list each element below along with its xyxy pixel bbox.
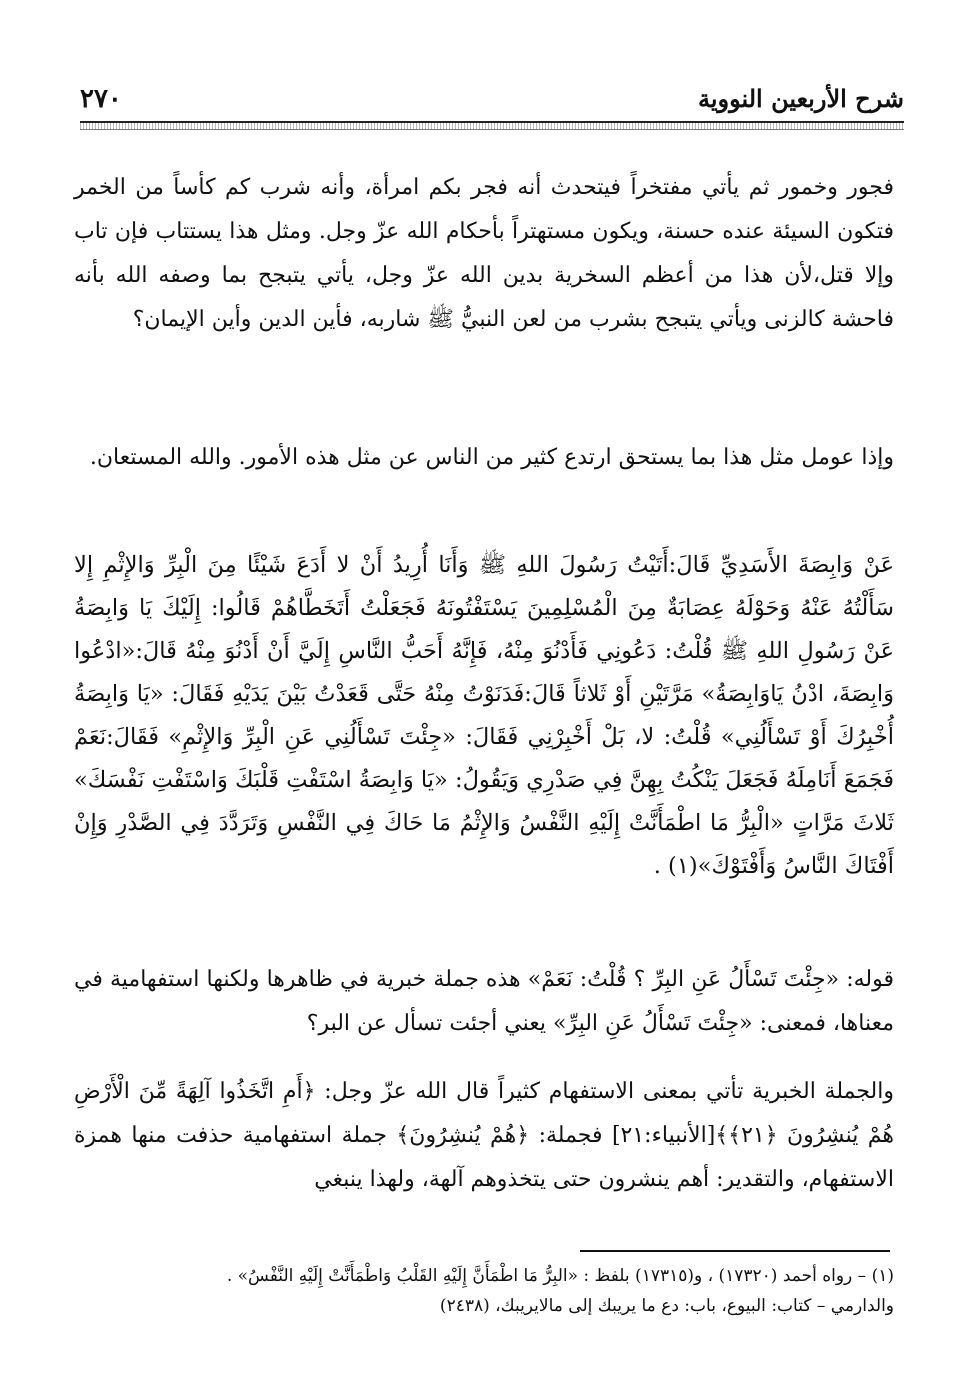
hadith-text: عَنْ وَابِصَةَ الأَسَدِيِّ قَالَ:أَتَيْتُ رَسُولَ اللهِ ﷺ وَأَنَا أُرِيدُ أَنْ لا أَدَعَ شَيْئًا مِنَ الْبِرِّ وَالإِثْمِ إِلا سَأَلْتُهُ عَنْهُ وَحَوْلَهُ عِصَابَةٌ مِنَ الْمُسْلِمِينَ يَسْتَفْتُونَهُ فَجَعَلْتُ أَتَخَطَّاهُمْ قَالُوا: إِلَيْكَ يَا وَابِصَةُ عَنْ رَسُولِ اللهِ ﷺ قُلْتُ: دَعُونِي فَأَدْنُوَ مِنْهُ، فَإِنَّهُ أَحَبُّ النَّاسِ إِلَيَّ أَنْ أَدْنُوَ مِنْهُ قَالَ:«ادْعُوا وَابِصَةَ، ادْنُ يَاوَابِصَةُ» مَرَّتَيْنِ أَوْ ثَلاثاً قَالَ:فَدَنَوْتُ مِنْهُ حَتَّى قَعَدْتُ بَيْنَ يَدَيْهِ فَقَالَ: «يَا وَابِصَةُ أُخْبِرُكَ أَوْ تَسْأَلُنِي» قُلْتُ: لا، بَلْ أَخْبِرْنِي فَقَالَ: «جِئْتَ تَسْأَلُنِي عَنِ الْبِرِّ وَالإِثْمِ» فَقَالَ:نَعَمْ فَجَمَعَ أَنَامِلَهُ فَجَعَلَ يَنْكُتُ بِهِنَّ فِي صَدْرِي وَيَقُولُ: «يَا وَابِصَةُ اسْتَفْتِ قَلْبَكَ وَاسْتَفْتِ نَفْسَكَ» ثَلاثَ مَرَّاتٍ «الْبِرُّ مَا اطْمَأَنَّتْ إِلَيْهِ النَّفْسُ وَالإِثْمُ مَا حَاكَ فِي النَّفْسِ وَتَرَدَّدَ فِي الصَّدْرِ وَإِنْ أَفْتَاكَ النَّاسُ وَأَفْتَوْكَ»(١) . [74,552,894,879]
page-header [80,84,904,118]
footnote-line-2: والدارمي – كتاب: البيوع، باب: دع ما يريبك إلى مالايريبك، (٢٤٣٨) [439,1296,894,1316]
page-number: ٢٧٠ [80,84,122,114]
footnote-divider [580,1250,890,1252]
page-title: شرح الأربعين النووية [697,84,904,113]
paragraph-2: وإذا عومل مثل هذا بما يستحق ارتدع كثير من الناس عن مثل هذه الأمور. والله المستعان. [89,445,894,470]
footnote-line-1: (١) – رواه أحمد (١٧٣٢٠) ، و(١٧٣١٥) بلفظ : «البِرُّ مَا اطْمَأَنَّ إِلَيْهِ القَلْبُ وَاطْمَأَنَّتْ إِلَيْهِ النَّفْسُ» . [226,1266,894,1286]
paragraph-3: قوله: «جِئْتَ تَسْأَلُ عَنِ البِرِّ ؟ قُلْتُ: نَعَمْ» هذه جملة خبرية في ظاهرها ولكنها استفهامية في معناها، فمعنى: «جِئْتَ تَسْأَلُ عَنِ البِرِّ» يعني أجئت تسأل عن البر؟ [74,967,894,1036]
paragraph-1: فجور وخمور ثم يأتي مفتخراً فيتحدث أنه فجر بكم امرأة، وأنه شرب كم كأساً من الخمر فتكون السيئة عنده حسنة، ويكون مستهتراً بأحكام الله عزّ وجل. ومثل هذا يستتاب فإن تاب وإلا قتل،لأن هذا من أعظم السخرية بدين الله عزّ وجل، يأتي يتبجح بما وصفه الله بأنه فاحشة كالزنى ويأتي يتبجح بشرب من لعن النبيُّ ﷺ شاربه، فأين الدين وأين الإيمان؟ [74,175,894,332]
paragraph-4: والجملة الخبرية تأتي بمعنى الاستفهام كثيراً قال الله عزّ وجل: ﴿أَمِ اتَّخَذُوا آلِهَةً مِّنَ الْأَرْضِ هُمْ يُنشِرُونَ ﴿٢١﴾﴾[الأنبياء:٢١] فجملة: ﴿هُمْ يُنشِرُونَ﴾ جملة استفهامية حذفت منها همزة الاستفهام، والتقدير: أهم ينشرون حتى يتخذوهم آلهة، ولهذا ينبغي [74,1079,894,1192]
header-divider [80,121,904,130]
